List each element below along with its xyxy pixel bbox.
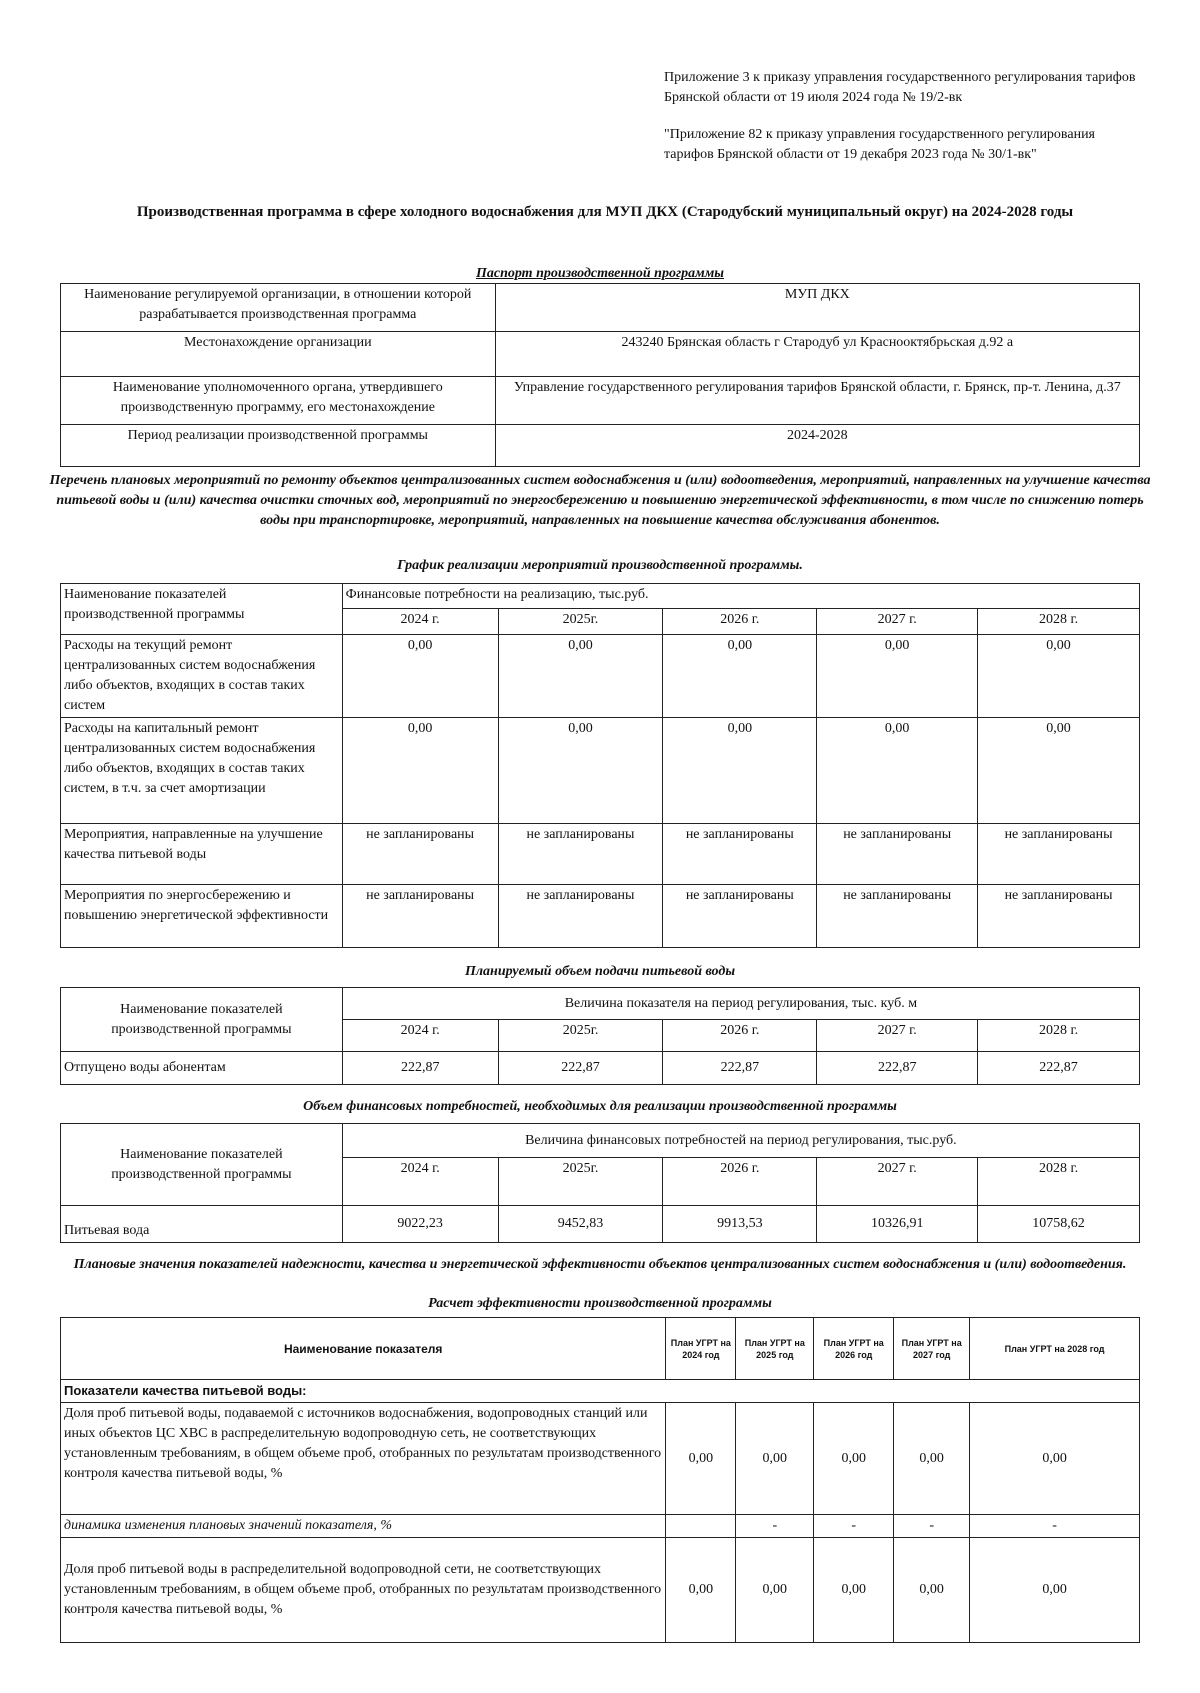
year-header: 2025г.: [498, 1158, 663, 1206]
measures-caption: Перечень плановых мероприятий по ремонту объектов централизованных систем водоснабжения и (или) водоотведения, мероприятий, направленных на улучшение качества питьевой воды и (или) качества очистки сточных вод, мероприятий по энергосбережению и повышению энергетической эффективности, в том числе по снижению потерь воды при транспортировке, мероприятий, направленных на повышение качества обслуживания абонентов.: [49, 473, 1151, 528]
year-plan-header: План УГРТ на 2025 год: [736, 1318, 814, 1380]
cell-value: -: [814, 1515, 894, 1538]
document-title: Производственная программа в сфере холодного водоснабжения для МУП ДКХ (Стародубский муниципальный округ) на 2024-2028 годы: [136, 204, 1074, 220]
passport-row: [61, 377, 1140, 425]
row-label: Доля проб питьевой воды в распределительной водопроводной сети, не соответствующих установленным требованиям, в общем объеме проб, отобранных по результатам производственного контроля качества питьевой воды, %: [61, 1538, 666, 1643]
cell-value: 0,00: [666, 1538, 736, 1643]
year-header: 2026 г.: [663, 1020, 817, 1052]
schedule-caption: График реализации мероприятий производственной программы.: [397, 558, 803, 573]
year-plan-header: План УГРТ на 2027 год: [894, 1318, 970, 1380]
cell-value: 0,00: [817, 635, 978, 718]
cell-value: -: [894, 1515, 970, 1538]
indicators-table: [60, 1317, 1140, 1643]
cell-value: не запланированы: [817, 885, 978, 948]
table-row: [61, 824, 1140, 885]
row-label: Расходы на текущий ремонт централизованных систем водоснабжения либо объектов, входящих в состав таких систем: [61, 635, 343, 718]
cell-value: [666, 1515, 736, 1538]
cell-value: 0,00: [814, 1403, 894, 1515]
cell-value: 9913,53: [663, 1206, 817, 1243]
row-label: Доля проб питьевой воды, подаваемой с источников водоснабжения, водопроводных станций или иных объектов ЦС ХВС в распределительную водопроводную сеть, не соответствующих установленным требованиям, в общем объеме проб, отобранных по результатам производственного контроля качества питьевой воды, %: [61, 1403, 666, 1515]
passport-label: Период реализации производственной программы: [61, 425, 496, 467]
row-label: Отпущено воды абонентам: [61, 1052, 343, 1085]
table-row: [61, 1052, 1140, 1085]
row-label: Питьевая вода: [61, 1206, 343, 1243]
passport-value: 243240 Брянская область г Стародуб ул Краснооктябрьская д.92 а: [495, 332, 1139, 377]
indicators-header-row: [61, 1318, 1140, 1380]
passport-row: [61, 284, 1140, 332]
table-row: [61, 1206, 1140, 1243]
year-header: 2027 г.: [817, 1158, 978, 1206]
row-label: динамика изменения плановых значений показателя, %: [61, 1515, 666, 1538]
cell-value: 0,00: [498, 635, 663, 718]
year-plan-header: План УГРТ на 2028 год: [970, 1318, 1140, 1380]
cell-value: 10758,62: [978, 1206, 1140, 1243]
section-header: Показатели качества питьевой воды:: [61, 1380, 1140, 1403]
year-header: 2028 г.: [978, 1020, 1140, 1052]
year-header: 2028 г.: [978, 1158, 1140, 1206]
cell-value: не запланированы: [663, 885, 817, 948]
passport-value: Управление государственного регулирования тарифов Брянской области, г. Брянск, пр-т. Ленина, д.37: [495, 377, 1139, 425]
cell-value: не запланированы: [342, 885, 498, 948]
cell-value: 0,00: [666, 1403, 736, 1515]
cell-value: 0,00: [498, 718, 663, 824]
table-row: [61, 885, 1140, 948]
cell-value: 0,00: [894, 1403, 970, 1515]
supply-table: [60, 987, 1140, 1085]
cell-value: не запланированы: [817, 824, 978, 885]
table-row: [61, 1403, 1140, 1515]
appendix-original-reference: "Приложение 82 к приказу управления государственного регулирования тарифов Брянской области от 19 декабря 2023 года № 30/1-вк": [664, 127, 1095, 162]
cell-value: 0,00: [978, 718, 1140, 824]
year-header: 2026 г.: [663, 609, 817, 635]
year-header: 2024 г.: [342, 1158, 498, 1206]
cell-value: не запланированы: [498, 885, 663, 948]
cell-value: 0,00: [663, 635, 817, 718]
cell-value: не запланированы: [978, 824, 1140, 885]
cell-value: 9022,23: [342, 1206, 498, 1243]
cell-value: не запланированы: [498, 824, 663, 885]
passport-label: Наименование уполномоченного органа, утвердившего производственную программу, его местонахождение: [61, 377, 496, 425]
passport-value: 2024-2028: [495, 425, 1139, 467]
passport-row: [61, 332, 1140, 377]
year-header: 2024 г.: [342, 609, 498, 635]
cell-value: 0,00: [736, 1403, 814, 1515]
column-header-indicator-name: Наименование показателя: [61, 1318, 666, 1380]
cell-value: 0,00: [736, 1538, 814, 1643]
cell-value: 222,87: [663, 1052, 817, 1085]
cell-value: 9452,83: [498, 1206, 663, 1243]
cell-value: 0,00: [978, 635, 1140, 718]
column-header-value: Величина финансовых потребностей на период регулирования, тыс.руб.: [342, 1124, 1139, 1158]
year-plan-header: План УГРТ на 2024 год: [666, 1318, 736, 1380]
row-label: Мероприятия, направленные на улучшение качества питьевой воды: [61, 824, 343, 885]
year-header: 2027 г.: [817, 1020, 978, 1052]
efficiency-caption: Расчет эффективности производственной программы: [428, 1296, 772, 1311]
year-header: 2026 г.: [663, 1158, 817, 1206]
cell-value: 222,87: [498, 1052, 663, 1085]
supply-caption: Планируемый объем подачи питьевой воды: [464, 964, 736, 979]
column-header-indicator: Наименование показателей производственной программы: [61, 1124, 343, 1206]
column-header-financial-needs: Финансовые потребности на реализацию, тыс.руб.: [342, 584, 1139, 609]
cell-value: не запланированы: [663, 824, 817, 885]
cell-value: 0,00: [342, 718, 498, 824]
year-header: 2027 г.: [817, 609, 978, 635]
cell-value: 10326,91: [817, 1206, 978, 1243]
passport-label: Местонахождение организации: [61, 332, 496, 377]
cell-value: 222,87: [817, 1052, 978, 1085]
finance-caption: Объем финансовых потребностей, необходимых для реализации производственной программы: [303, 1099, 897, 1114]
passport-label: Наименование регулируемой организации, в отношении которой разрабатывается производственная программа: [61, 284, 496, 332]
column-header-indicator: Наименование показателей производственной программы: [61, 988, 343, 1052]
cell-value: не запланированы: [342, 824, 498, 885]
section-row: [61, 1380, 1140, 1403]
cell-value: 222,87: [978, 1052, 1140, 1085]
passport-row: [61, 425, 1140, 467]
cell-value: 0,00: [814, 1538, 894, 1643]
table-row: [61, 718, 1140, 824]
cell-value: 0,00: [663, 718, 817, 824]
passport-caption: Паспорт производственной программы: [475, 266, 725, 281]
cell-value: 0,00: [970, 1538, 1140, 1643]
row-label: Мероприятия по энергосбережению и повышению энергетической эффективности: [61, 885, 343, 948]
finance-table: [60, 1123, 1140, 1243]
year-plan-header: План УГРТ на 2026 год: [814, 1318, 894, 1380]
dynamics-row: [61, 1515, 1140, 1538]
row-label: Расходы на капитальный ремонт централизованных систем водоснабжения либо объектов, входящих в состав таких систем, в т.ч. за счет амортизации: [61, 718, 343, 824]
column-header-value: Величина показателя на период регулирования, тыс. куб. м: [342, 988, 1139, 1020]
cell-value: 222,87: [342, 1052, 498, 1085]
indicators-caption: Плановые значения показателей надежности, качества и энергетической эффективности объектов централизованных систем водоснабжения и (или) водоотведения.: [73, 1257, 1127, 1272]
cell-value: 0,00: [970, 1403, 1140, 1515]
cell-value: 0,00: [817, 718, 978, 824]
cell-value: не запланированы: [978, 885, 1140, 948]
year-header: 2025г.: [498, 1020, 663, 1052]
year-header: 2025г.: [498, 609, 663, 635]
cell-value: -: [970, 1515, 1140, 1538]
passport-table: [60, 283, 1140, 467]
cell-value: 0,00: [894, 1538, 970, 1643]
table-row: [61, 1538, 1140, 1643]
passport-value: МУП ДКХ: [495, 284, 1139, 332]
appendix-reference: Приложение 3 к приказу управления государственного регулирования тарифов Брянской области от 19 июля 2024 года № 19/2-вк: [664, 70, 1136, 105]
cell-value: -: [736, 1515, 814, 1538]
table-row: [61, 635, 1140, 718]
cell-value: 0,00: [342, 635, 498, 718]
year-header: 2028 г.: [978, 609, 1140, 635]
column-header-indicator: Наименование показателей производственной программы: [61, 584, 343, 635]
year-header: 2024 г.: [342, 1020, 498, 1052]
schedule-table: [60, 583, 1140, 948]
